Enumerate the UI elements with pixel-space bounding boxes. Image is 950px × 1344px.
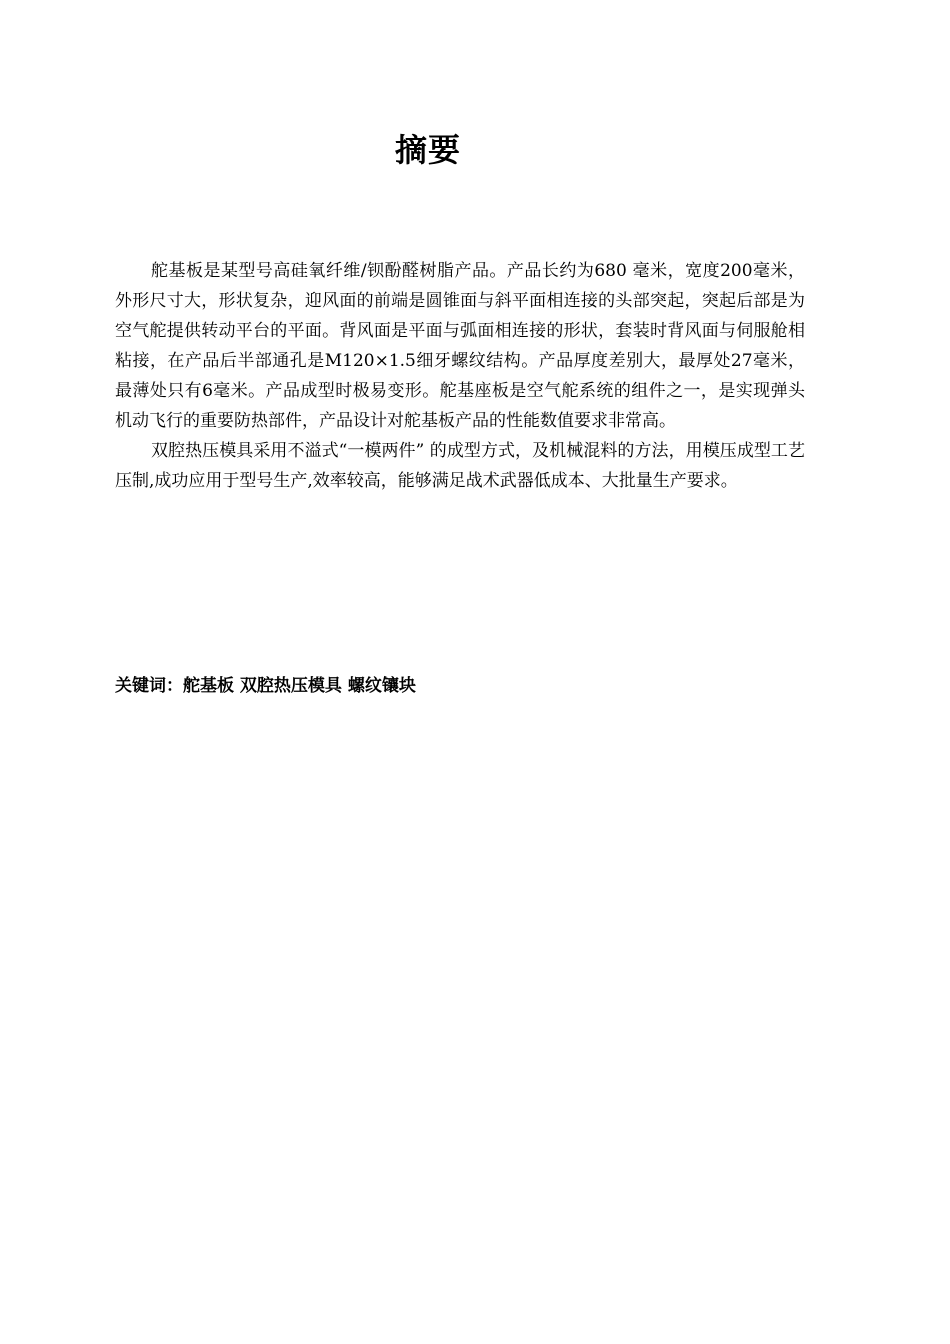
abstract-paragraph-2: 双腔热压模具采用不溢式“一模两件” 的成型方式，及机械混料的方法，用模压成型工艺压制,成功应用于型号生产,效率较高，能够满足战术武器低成本、大批量生产要求。 — [115, 441, 805, 491]
page-title: 摘要 — [394, 131, 461, 169]
abstract-body — [115, 256, 805, 496]
keywords-line: 关键词：舵基板 双腔热压模具 螺纹镶块 — [115, 676, 416, 696]
abstract-paragraph-1: 舵基板是某型号高硅氧纤维/钡酚醛树脂产品。产品长约为680 毫米，宽度200毫米，外形尺寸大，形状复杂，迎风面的前端是圆锥面与斜平面相连接的头部突起，突起后部是为空气舵提供转动平台的平面。背风面是平面与弧面相连接的形状，套装时背风面与伺服舱相粘接，在产品后半部通孔是M120×1.5细牙螺纹结构。产品厚度差别大，最厚处27毫米，最薄处只有6毫米。产品成型时极易变形。舵基座板是空气舵系统的组件之一，是实现弹头机动飞行的重要防热部件，产品设计对舵基板产品的性能数值要求非常高。 — [115, 261, 805, 431]
